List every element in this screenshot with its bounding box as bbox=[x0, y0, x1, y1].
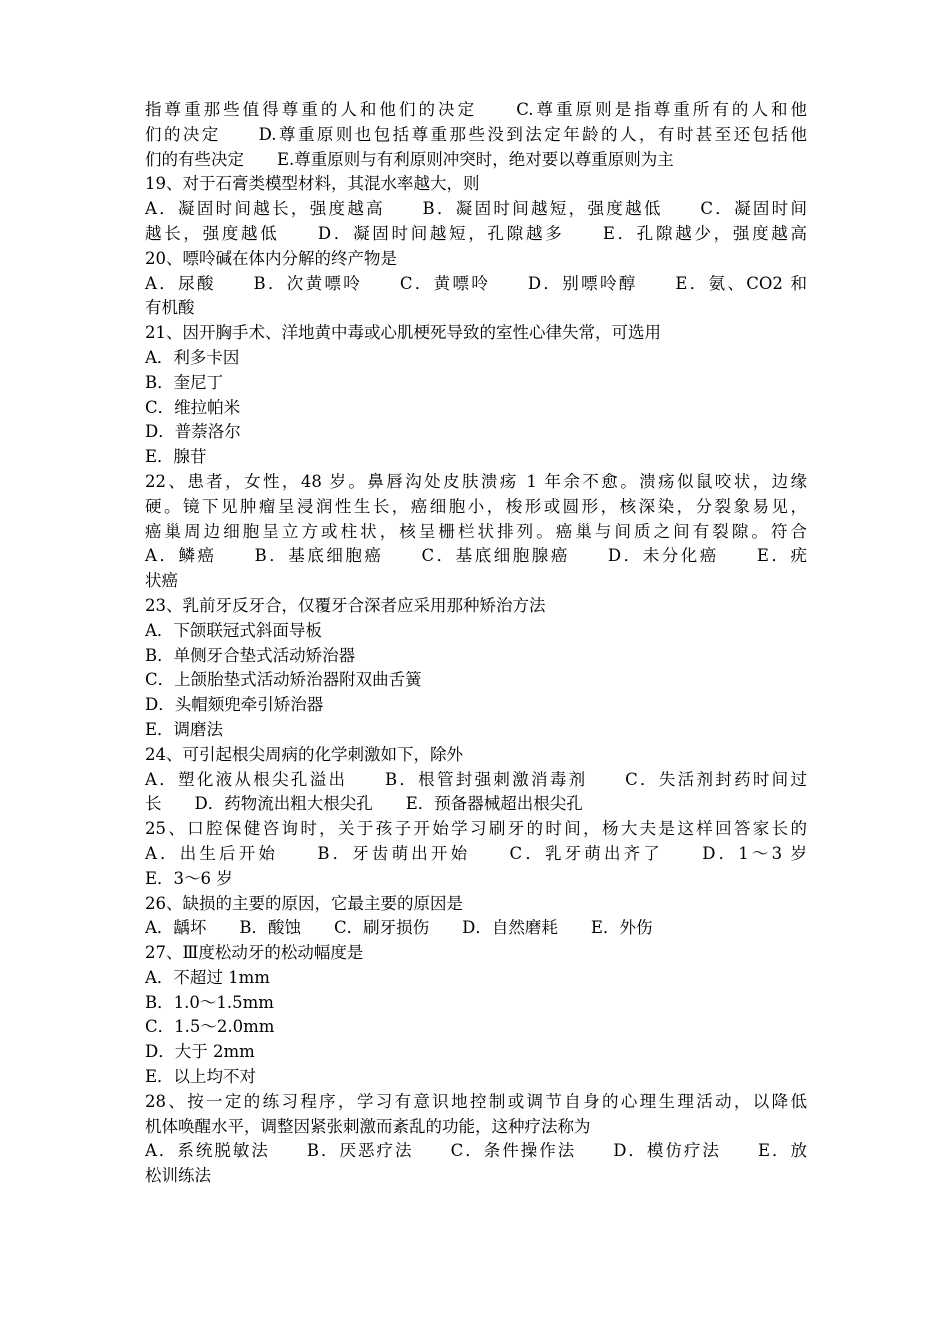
text-line: 22、患者，女性，48 岁。鼻唇沟处皮肤溃疡 1 年余不愈。溃疡似鼠咬状，边缘 bbox=[145, 471, 807, 491]
text-line: 长 D．药物流出粗大根尖孔 E．预备器械超出根尖孔 bbox=[145, 794, 583, 814]
text-line: D．普萘洛尔 bbox=[145, 422, 241, 442]
text-line: E．以上均不对 bbox=[145, 1067, 257, 1087]
text-line: 状癌 bbox=[145, 571, 178, 591]
text-line: 19、对于石膏类模型材料，其混水率越大，则 bbox=[145, 174, 480, 194]
text-line: 指尊重那些值得尊重的人和他们的决定 C.尊重原则是指尊重所有的人和他 bbox=[145, 100, 807, 119]
text-line: 25、口腔保健咨询时，关于孩子开始学习刷牙的时间，杨大夫是这样回答家长的 bbox=[145, 819, 807, 839]
text-line: 21、因开胸手术、洋地黄中毒或心肌梗死导致的室性心律失常，可选用 bbox=[145, 323, 661, 343]
text-line: 28、按一定的练习程序，学习有意识地控制或调节自身的心理生理活动，以降低 bbox=[145, 1091, 807, 1111]
text-line: C．维拉帕米 bbox=[145, 397, 241, 417]
text-line: C．1.5～2.0mm bbox=[145, 1017, 275, 1037]
text-line: A．凝固时间越长，强度越高 B．凝固时间越短，强度越低 C．凝固时间 bbox=[145, 199, 807, 219]
text-line: 23、乳前牙反牙合，仅覆牙合深者应采用那种矫治方法 bbox=[145, 595, 546, 615]
text-line: B．单侧牙合垫式活动矫治器 bbox=[145, 645, 356, 665]
text-line: 癌巢周边细胞呈立方或柱状，核呈栅栏状排列。癌巢与间质之间有裂隙。符合 bbox=[145, 521, 807, 541]
text-line: 26、缺损的主要的原因，它最主要的原因是 bbox=[145, 893, 463, 913]
text-line: A．不超过 1mm bbox=[145, 967, 270, 987]
text-line: A．尿酸 B．次黄嘌呤 C．黄嘌呤 D．别嘌呤醇 E．氨、CO2 和 bbox=[145, 273, 807, 293]
text-line: B．奎尼丁 bbox=[145, 372, 224, 392]
text-line: 越长，强度越低 D．凝固时间越短，孔隙越多 E．孔隙越少，强度越高 bbox=[145, 223, 807, 243]
text-line: 松训练法 bbox=[145, 1166, 211, 1186]
text-line: C．上颌胎垫式活动矫治器附双曲舌簧 bbox=[145, 670, 422, 690]
text-line: 们的决定 D.尊重原则也包括尊重那些没到法定年龄的人，有时甚至还包括他 bbox=[145, 124, 807, 144]
text-line: 们的有些决定 E.尊重原则与有利原则冲突时，绝对要以尊重原则为主 bbox=[145, 149, 674, 169]
text-line: 硬。镜下见肿瘤呈浸润性生长，癌细胞小，梭形或圆形，核深染，分裂象易见， bbox=[145, 496, 807, 516]
text-line: D．大于 2mm bbox=[145, 1042, 255, 1062]
text-line: B．1.0～1.5mm bbox=[145, 992, 274, 1012]
text-line: E．腺苷 bbox=[145, 447, 207, 467]
text-line: D．头帽颏兜牵引矫治器 bbox=[145, 695, 324, 715]
text-line: A．下颌联冠式斜面导板 bbox=[145, 620, 322, 640]
text-line: A．系统脱敏法 B．厌恶疗法 C．条件操作法 D．模仿疗法 E．放 bbox=[145, 1141, 807, 1161]
text-line: 机体唤醒水平，调整因紧张刺激而紊乱的功能，这种疗法称为 bbox=[145, 1116, 591, 1136]
text-line: A．利多卡因 bbox=[145, 347, 240, 367]
text-line: A．塑化液从根尖孔溢出 B．根管封强刺激消毒剂 C．失活剂封药时间过 bbox=[145, 769, 807, 789]
text-line: A．出生后开始 B．牙齿萌出开始 C．乳牙萌出齐了 D．1～3 岁 bbox=[145, 843, 807, 863]
text-line: A．鳞癌 B．基底细胞癌 C．基底细胞腺癌 D．未分化癌 E．疣 bbox=[145, 546, 807, 566]
text-line: 24、可引起根尖周病的化学刺激如下，除外 bbox=[145, 744, 463, 764]
text-line: 27、Ⅲ度松动牙的松动幅度是 bbox=[145, 943, 364, 963]
text-line: 20、嘌呤碱在体内分解的终产物是 bbox=[145, 248, 397, 268]
document-body bbox=[145, 98, 807, 1189]
text-line: 有机酸 bbox=[145, 298, 195, 318]
text-line: E．3～6 岁 bbox=[145, 868, 233, 888]
text-line: E．调磨法 bbox=[145, 719, 224, 739]
text-line: A．龋坏 B．酸蚀 C．刷牙损伤 D．自然磨耗 E．外伤 bbox=[145, 918, 653, 938]
